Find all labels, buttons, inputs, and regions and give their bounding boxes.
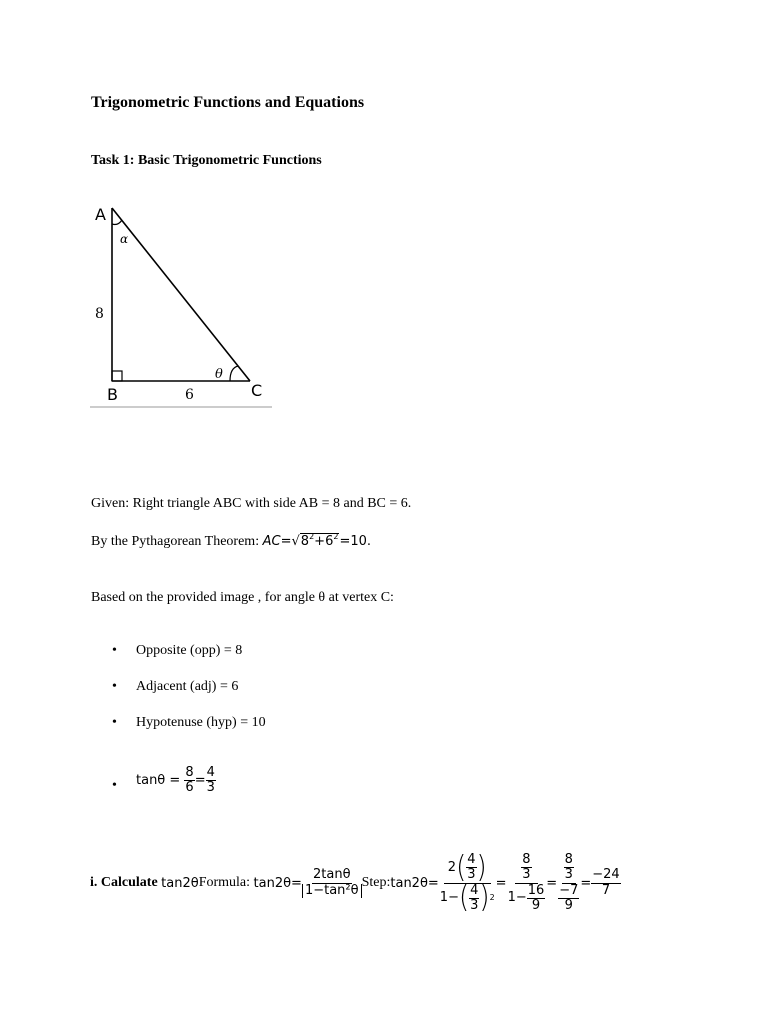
tan-theta-lhs: tanθ =: [136, 773, 181, 789]
equals-sign: =: [280, 534, 292, 549]
pythagoras-result: =10: [339, 534, 367, 549]
vertex-b-label: B: [107, 385, 118, 404]
bullet-icon: •: [112, 715, 117, 730]
sqrt-icon: √: [291, 534, 300, 549]
list-item: Hypotenuse (hyp) = 10: [136, 715, 266, 730]
step3-fraction: $\frac{\frac{8}{3}}{\frac{-7}{9}}$: [559, 851, 579, 913]
right-angle-marker: [112, 371, 122, 381]
hypotenuse-line: [112, 208, 250, 381]
formula-fraction: $\frac{2\tan\theta}{\text{1−tan²θ}}$: [302, 868, 362, 898]
ac-symbol: AC: [262, 534, 281, 549]
angle-alpha-label: α: [120, 232, 129, 246]
step2-fraction: $\frac{8}{3}$ 1− $\frac{16}{9}$: [507, 851, 545, 913]
vertex-a-label: A: [95, 205, 106, 224]
result-fraction: $\frac{-24}{7}$: [592, 867, 620, 898]
fraction-4-3: $\frac{4}{3}$: [206, 765, 215, 796]
based-on-text: Based on the provided image , for angle θ at vertex C:: [91, 590, 394, 605]
bullet-icon: •: [112, 643, 117, 658]
list-item: Adjacent (adj) = 6: [136, 679, 239, 694]
calc-row: [90, 840, 621, 926]
given-text: Given: Right triangle ABC with side AB = 8 and BC = 6.: [91, 496, 412, 511]
angle-theta-label: θ: [215, 367, 223, 382]
list-item: Opposite (opp) = 8: [136, 643, 243, 658]
task-heading: Task 1: Basic Trigonometric Functions: [91, 153, 322, 168]
formula-label: Formula:: [198, 875, 251, 890]
side-ab-label: 8: [95, 306, 104, 322]
pythagoras-label: By the Pythagorean Theorem:: [91, 534, 260, 549]
sqrt-radicand: $8^2+6^2$: [300, 532, 339, 549]
vertex-c-label: C: [251, 381, 263, 400]
formula-expression: tan2θ= $\frac{2\tan\theta}{\text{1−tan²θ}}$: [254, 868, 362, 898]
step1-fraction: 2 ( $\frac{4}{3}$ ) 1− ( $\frac{4}{3}$ ) 2: [439, 850, 495, 916]
pythagoras-line: [91, 532, 371, 550]
page-title: Trigonometric Functions and Equations: [91, 94, 365, 111]
fraction-8-6: $\frac{8}{6}$: [185, 765, 194, 796]
pythagoras-equation: $AC=√8^2+6^2=10$.: [262, 532, 372, 549]
bullet-icon: •: [112, 778, 117, 793]
step-expression: tan2θ= 2 ( $\frac{4}{3}$ ) 1− ( $\frac{4}{3}$ ) 2 = $\frac{8}{3}$ 1− $\frac{16}{9}$ = $\frac{\frac{8}{3}}{\frac{-7}{9}}$ = $\frac{-24}{7}$: [390, 850, 620, 916]
calc-target: tan2θ: [161, 875, 199, 891]
angle-theta-arc: [230, 366, 238, 381]
side-bc-label: 6: [185, 387, 194, 403]
calc-label: i. Calculate: [90, 875, 158, 890]
bullet-icon: •: [112, 679, 117, 694]
angle-alpha-arc: [112, 220, 122, 225]
step-label: Step:: [361, 875, 391, 890]
tan-theta-bullet: tanθ = $\frac{8}{6}$ = $\frac{4}{3}$: [136, 765, 215, 796]
triangle-figure: [88, 200, 274, 412]
